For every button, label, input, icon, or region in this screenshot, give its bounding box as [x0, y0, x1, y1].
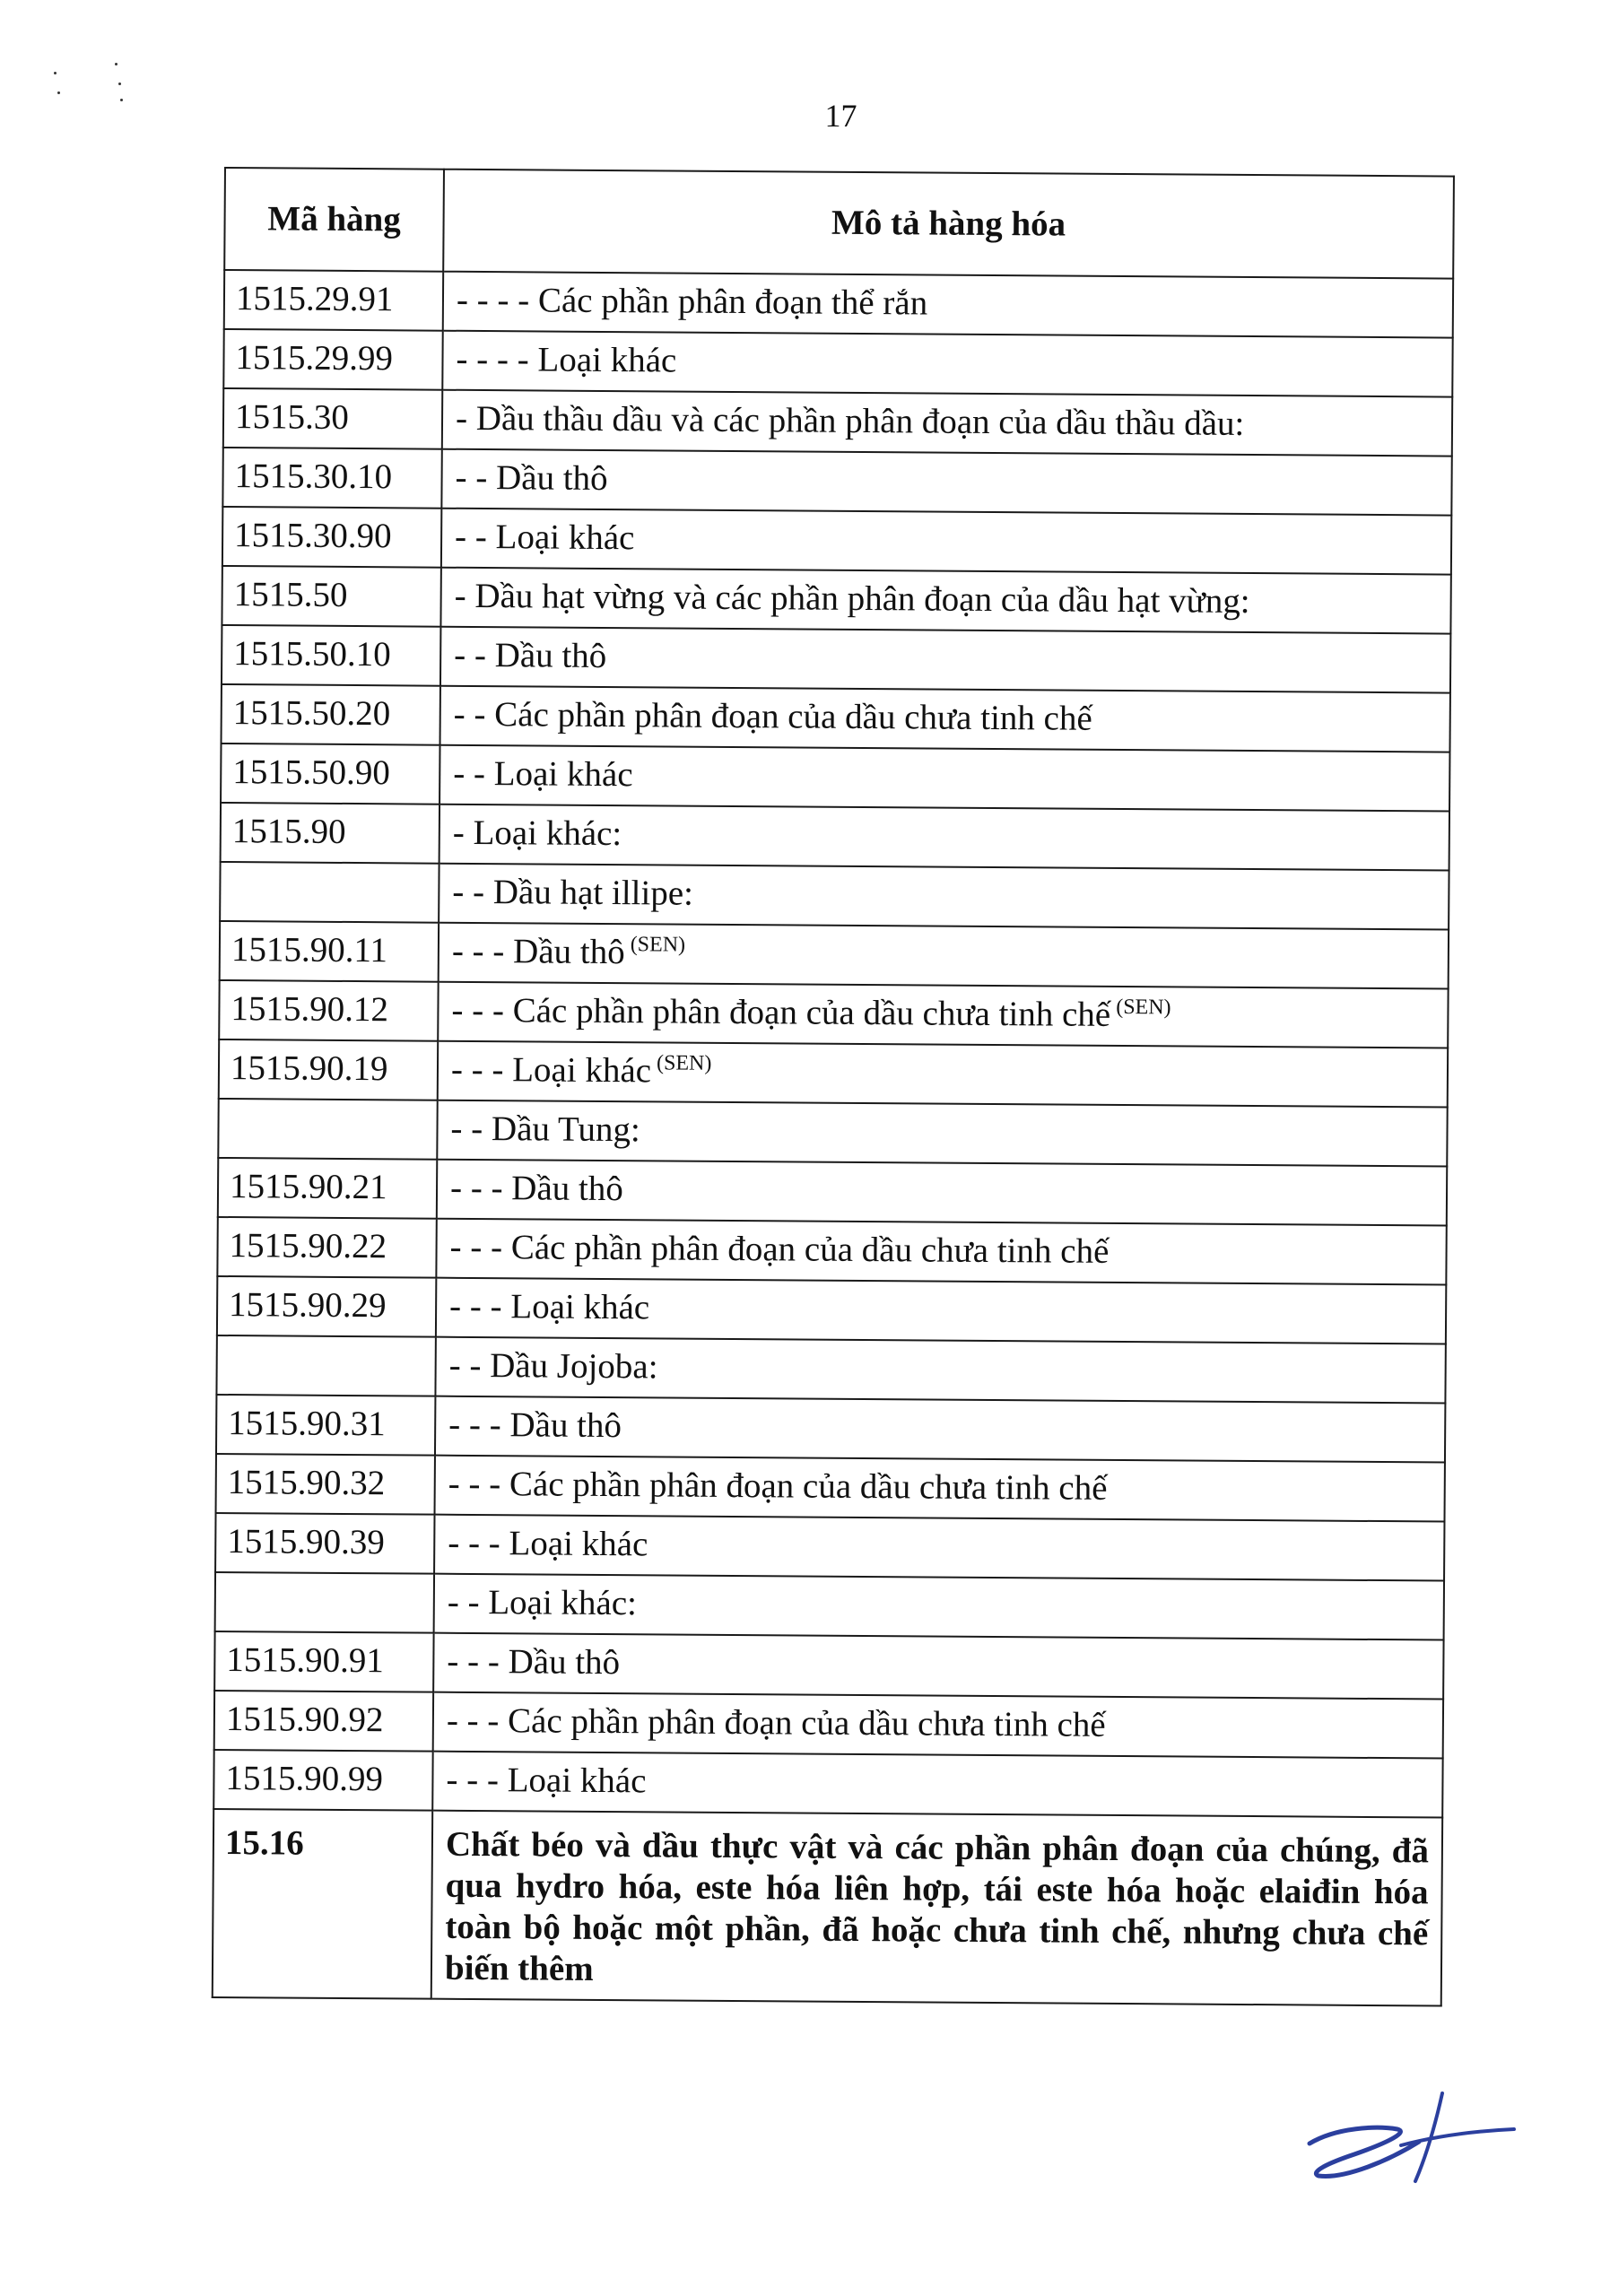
table-row [217, 1217, 1446, 1285]
hs-code-cell: 1515.30.90 [222, 507, 441, 568]
description-cell [442, 390, 1452, 457]
table-row [216, 1335, 1445, 1404]
hs-code-cell: 1515.29.99 [223, 329, 442, 390]
table-row [217, 1276, 1446, 1344]
hs-code-cell: 1515.90.32 [216, 1454, 435, 1515]
hs-code-cell [216, 1335, 435, 1396]
description-cell [441, 449, 1451, 516]
description-cell [440, 568, 1450, 634]
table-header-row [224, 168, 1454, 279]
hs-code-cell: 1515.90.22 [217, 1217, 436, 1278]
hs-code-cell [218, 1099, 437, 1160]
table-row [215, 1513, 1444, 1581]
description-cell [439, 804, 1449, 871]
description-text: - - - Dầu thô [447, 1641, 621, 1683]
hs-code-cell: 1515.90.39 [215, 1513, 434, 1574]
description-cell [441, 509, 1451, 575]
description-text: - - - Loại khác [450, 1049, 652, 1091]
description-text: - - Dầu hạt illipe: [452, 872, 694, 913]
table-row [216, 1395, 1445, 1463]
hs-code-cell: 1515.29.91 [224, 270, 443, 331]
description-text: - - - - Loại khác [456, 339, 677, 380]
hs-code-cell: 1515.90.31 [216, 1395, 435, 1456]
column-header-code: Mã hàng [224, 168, 444, 272]
description-text: - - - Dầu thô [448, 1405, 622, 1446]
hs-code-cell: 1515.30 [223, 388, 442, 449]
description-text: - - - Các phần phân đoạn của dầu chưa tinh chế [448, 1464, 1108, 1508]
hs-code-cell: 1515.90.11 [220, 921, 439, 982]
sen-marker: (SEN) [1116, 995, 1171, 1020]
hs-code-cell: 1515.90 [221, 803, 439, 864]
column-header-description: Mô tả hàng hóa [443, 170, 1454, 279]
description-cell [435, 1456, 1445, 1522]
table-row [213, 1750, 1442, 1818]
sen-marker: (SEN) [657, 1051, 712, 1075]
handwritten-signature-icon [1292, 2090, 1525, 2188]
description-text: - - - Dầu thô [451, 931, 625, 972]
heading-code-cell: 15.16 [213, 1809, 432, 1999]
description-cell [436, 1219, 1446, 1285]
description-text: - - Dầu thô [455, 457, 608, 498]
description-cell [440, 686, 1450, 752]
description-text: - - Các phần phân đoạn của dầu chưa tinh chế [453, 694, 1092, 738]
table-row [214, 1691, 1443, 1759]
table-row [220, 921, 1449, 989]
table-row [223, 388, 1452, 457]
description-cell [437, 1160, 1447, 1226]
table-row [215, 1572, 1444, 1640]
description-cell [437, 1100, 1447, 1167]
heading-row [213, 1809, 1442, 2006]
hs-code-cell: 1515.50.10 [222, 625, 440, 686]
page-number: 17 [824, 98, 857, 134]
hs-code-cell: 1515.90.21 [218, 1158, 437, 1219]
description-cell [434, 1574, 1444, 1640]
table-row [221, 803, 1449, 871]
description-text: - - - Loại khác [446, 1760, 647, 1801]
hs-code-cell: 1515.30.10 [222, 448, 441, 509]
table-row [219, 1039, 1448, 1108]
description-text: - - - Các phần phân đoạn của dầu chưa tinh chế [446, 1700, 1106, 1744]
description-cell [432, 1752, 1442, 1818]
hs-code-cell: 1515.90.19 [219, 1039, 438, 1100]
description-cell [439, 745, 1449, 812]
sen-marker: (SEN) [630, 933, 686, 957]
table-row [220, 862, 1449, 930]
description-cell [435, 1396, 1445, 1463]
description-cell [435, 1337, 1445, 1404]
hs-code-cell [220, 862, 439, 923]
hs-code-cell: 1515.90.99 [213, 1750, 432, 1811]
table-row [222, 684, 1450, 752]
hs-code-cell [215, 1572, 434, 1633]
description-text: - - - Các phần phân đoạn của dầu chưa tinh chế [449, 1227, 1110, 1271]
description-cell [433, 1692, 1443, 1759]
description-text: - Dầu thầu dầu và các phần phân đoạn của dầu thầu dầu: [455, 398, 1245, 443]
hs-code-cell: 1515.50 [222, 566, 440, 627]
hs-code-cell: 1515.90.91 [214, 1631, 433, 1692]
hs-code-cell: 1515.90.92 [214, 1691, 433, 1752]
description-cell [440, 627, 1450, 693]
description-text: - - - - Các phần phân đoạn thể rắn [456, 280, 928, 323]
description-text: - - - Loại khác [448, 1523, 648, 1564]
description-cell [436, 1278, 1446, 1344]
heading-description-cell: Chất béo và dầu thực vật và các phần phân đoạn của chúng, đã qua hydro hóa, este hóa liên hợp, tái este hóa hoặc elaiđin hóa toàn bộ hoặc một phần, đã hoặc chưa tinh chế, nhưng chưa chế biến thêm [431, 1811, 1442, 2006]
hs-code-cell: 1515.90.29 [217, 1276, 436, 1337]
description-text: - - - Loại khác [448, 1286, 650, 1327]
table-row [216, 1454, 1445, 1522]
hs-code-cell: 1515.50.20 [222, 684, 440, 745]
description-text: - - Dầu Tung: [450, 1109, 640, 1150]
description-cell [439, 923, 1449, 989]
table-row [221, 744, 1449, 812]
table-row [224, 270, 1453, 338]
description-cell [443, 272, 1453, 338]
description-text: - - - Dầu thô [449, 1168, 623, 1209]
description-cell [442, 331, 1452, 397]
description-cell [438, 1041, 1448, 1108]
table-row [222, 507, 1451, 575]
table-row [218, 1099, 1447, 1167]
hs-code-cell: 1515.50.90 [221, 744, 439, 804]
description-text: - - Loại khác: [447, 1582, 638, 1623]
description-cell [434, 1515, 1444, 1581]
hs-code-cell: 1515.90.12 [219, 980, 438, 1041]
description-text: - - Loại khác [453, 753, 633, 795]
table-row [223, 329, 1452, 397]
description-cell [439, 864, 1449, 930]
description-text: - - - Các phần phân đoạn của dầu chưa tinh chế [451, 990, 1111, 1034]
table-row [219, 980, 1448, 1048]
description-text: - Loại khác: [452, 813, 622, 854]
table-row [222, 625, 1450, 693]
description-text: - Dầu hạt vừng và các phần phân đoạn của dầu hạt vừng: [454, 576, 1250, 621]
table-row [214, 1631, 1443, 1700]
description-text: - - Dầu Jojoba: [448, 1345, 658, 1387]
description-text: - - Loại khác [454, 517, 635, 558]
description-cell [433, 1633, 1443, 1700]
tariff-table [212, 167, 1455, 2007]
description-text: - - Dầu thô [454, 635, 607, 675]
table-row [222, 566, 1450, 634]
table-body [213, 270, 1453, 2006]
description-cell [438, 982, 1448, 1048]
table-row [218, 1158, 1447, 1226]
table-row [222, 448, 1451, 516]
